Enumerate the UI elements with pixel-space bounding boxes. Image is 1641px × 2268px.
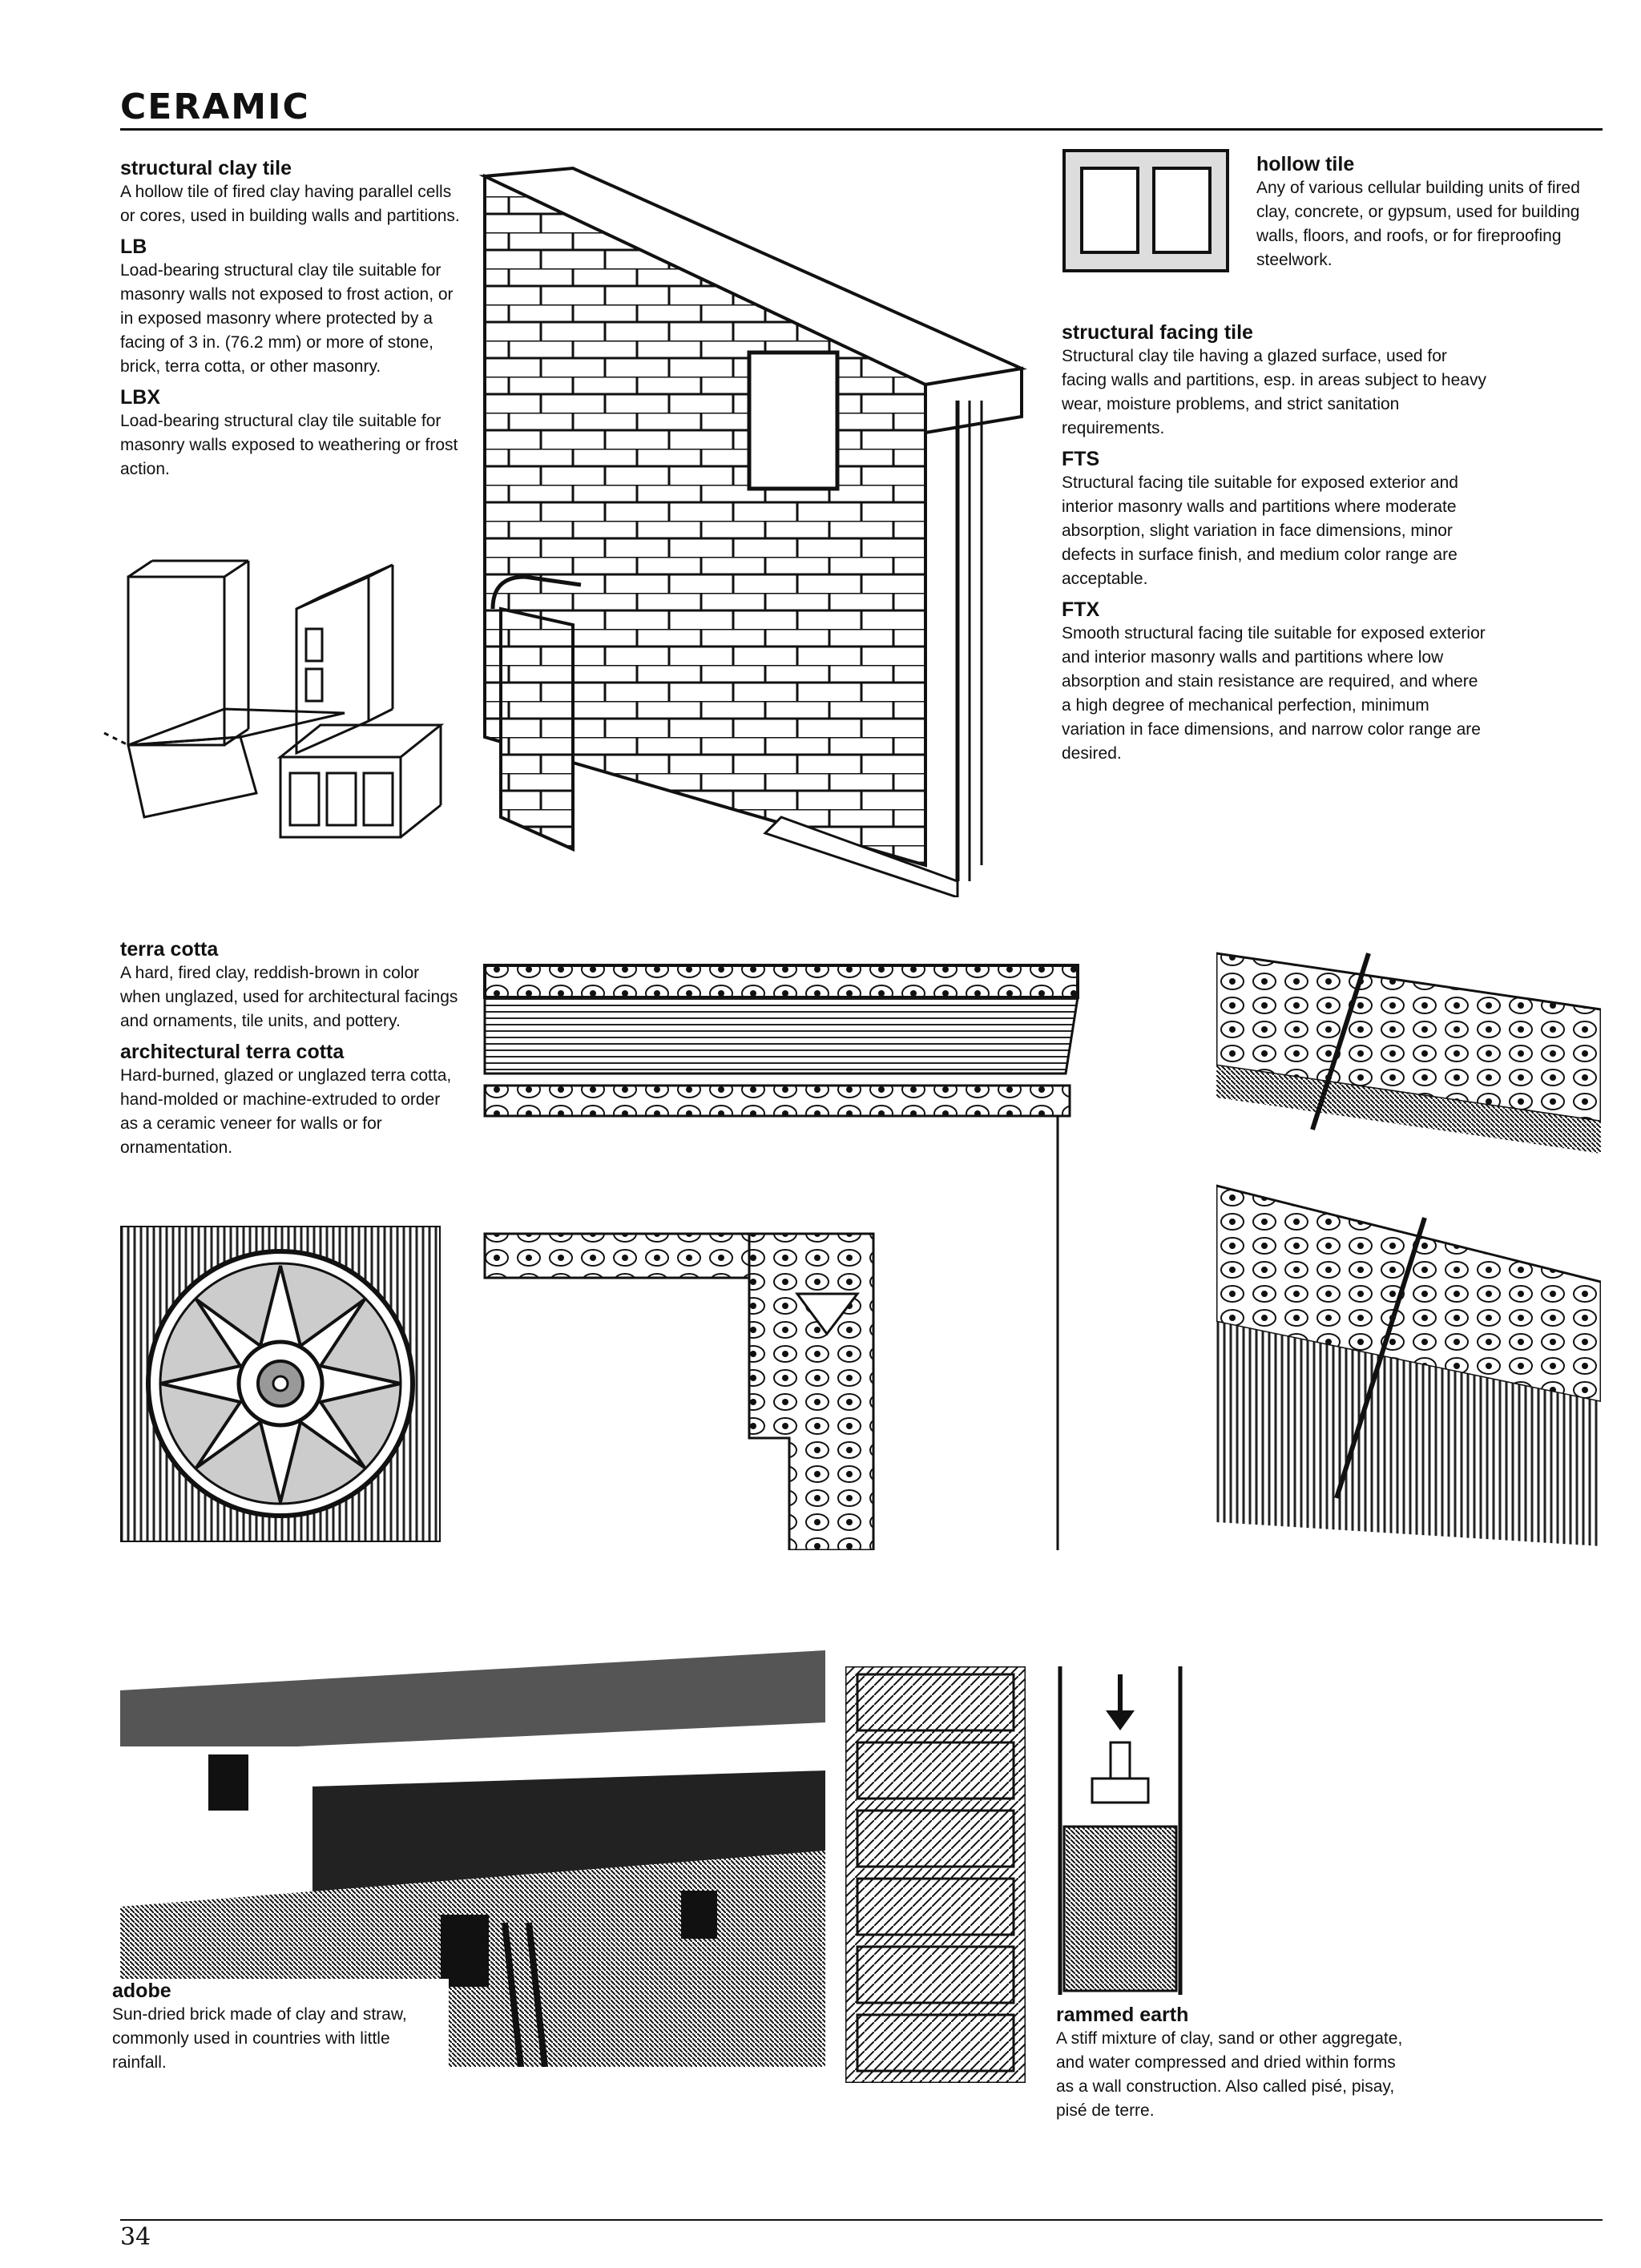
hollow-tile-section-drawing — [1058, 144, 1234, 276]
masonry-wall-drawing — [477, 160, 1038, 897]
page-heading: CERAMIC — [120, 87, 310, 127]
entry-adobe — [112, 1979, 449, 2075]
definition-lbx: Load-bearing structural clay tile suitable for masonry walls exposed to weathering or frost action. — [120, 412, 458, 478]
term-structural-facing-tile: structural facing tile — [1062, 321, 1253, 344]
entry-hollow-tile — [1256, 152, 1601, 272]
definition-architectural-terra-cotta: Hard-burned, glazed or unglazed terra cotta, hand-molded or machine-extruded to order as a ceramic veneer for walls or for ornamentation. — [120, 1066, 452, 1157]
masonry-wall-illustration — [477, 160, 1038, 897]
entry-structural-facing-tile — [1062, 320, 1486, 766]
term-terra-cotta: terra cotta — [120, 938, 219, 961]
definition-lb: Load-bearing structural clay tile suitable for masonry walls not exposed to frost action, or in exposed masonry where protected by a facing of 3 in. (76.2 mm) or more of stone, brick, terra cotta, or other masonry. — [120, 261, 454, 376]
adobe-brick-wall-section — [845, 1666, 1026, 2083]
footer-rule — [120, 2219, 1603, 2221]
definition-structural-facing-tile: Structural clay tile having a glazed surface, used for facing walls and partitions, esp. in areas subject to heavy wear, moisture problems, and strict sanitation requirements. — [1062, 347, 1486, 437]
term-hollow-tile: hollow tile — [1256, 153, 1355, 175]
header-rule — [120, 128, 1603, 131]
entry-rammed-earth — [1056, 2003, 1417, 2123]
definition-structural-clay-tile: A hollow tile of fired clay having parallel cells or cores, used in building walls and partitions. — [120, 183, 460, 225]
terra-cotta-rosette-image — [120, 1226, 441, 1542]
definition-hollow-tile: Any of various cellular building units of fired clay, concrete, or gypsum, used for building walls, floors, and roofs, or for fireproofing steelwork. — [1256, 179, 1580, 269]
entry-structural-clay-tile — [120, 156, 465, 481]
entry-terra-cotta — [120, 937, 461, 1160]
term-structural-clay-tile: structural clay tile — [120, 157, 292, 179]
definition-rammed-earth: A stiff mixture of clay, sand or other aggregate, and water compressed and dried within forms as a wall construction. Also called pisé, pisay, pisé de terre. — [1056, 2029, 1403, 2120]
definition-fts: Structural facing tile suitable for exposed exterior and interior masonry walls and partitions where moderate absorption, slight variation in face dimensions, minor defects in surface finish, and medium color range are acceptable. — [1062, 473, 1458, 588]
clay-tile-blocks-drawing — [80, 553, 457, 857]
definition-terra-cotta: A hard, fired clay, reddish-brown in color when unglazed, used for architectural facings and ornaments, tile units, and pottery. — [120, 964, 458, 1030]
definition-adobe: Sun-dried brick made of clay and straw, commonly used in countries with little rainfall. — [112, 2005, 407, 2072]
terra-cotta-cornice-drawing — [481, 957, 1082, 1550]
page-number: 34 — [120, 2223, 151, 2251]
term-adobe: adobe — [112, 1980, 171, 2002]
term-fts: FTS — [1062, 448, 1100, 470]
definition-ftx: Smooth structural facing tile suitable for exposed exterior and interior masonry walls and partitions where low absorption and stain resistance are required, and where a high degree of mechanical perfection, minimum variation in face dimensions, and narrow color range are desired. — [1062, 624, 1486, 763]
clay-tile-blocks-illustration — [80, 553, 457, 857]
rammed-earth-section — [1056, 1666, 1184, 1995]
terra-cotta-frieze-photo — [1216, 945, 1601, 1546]
term-rammed-earth: rammed earth — [1056, 2004, 1189, 2026]
term-lbx: LBX — [120, 386, 160, 409]
term-ftx: FTX — [1062, 598, 1100, 621]
term-architectural-terra-cotta: architectural terra cotta — [120, 1041, 345, 1063]
term-lb: LB — [120, 236, 147, 258]
